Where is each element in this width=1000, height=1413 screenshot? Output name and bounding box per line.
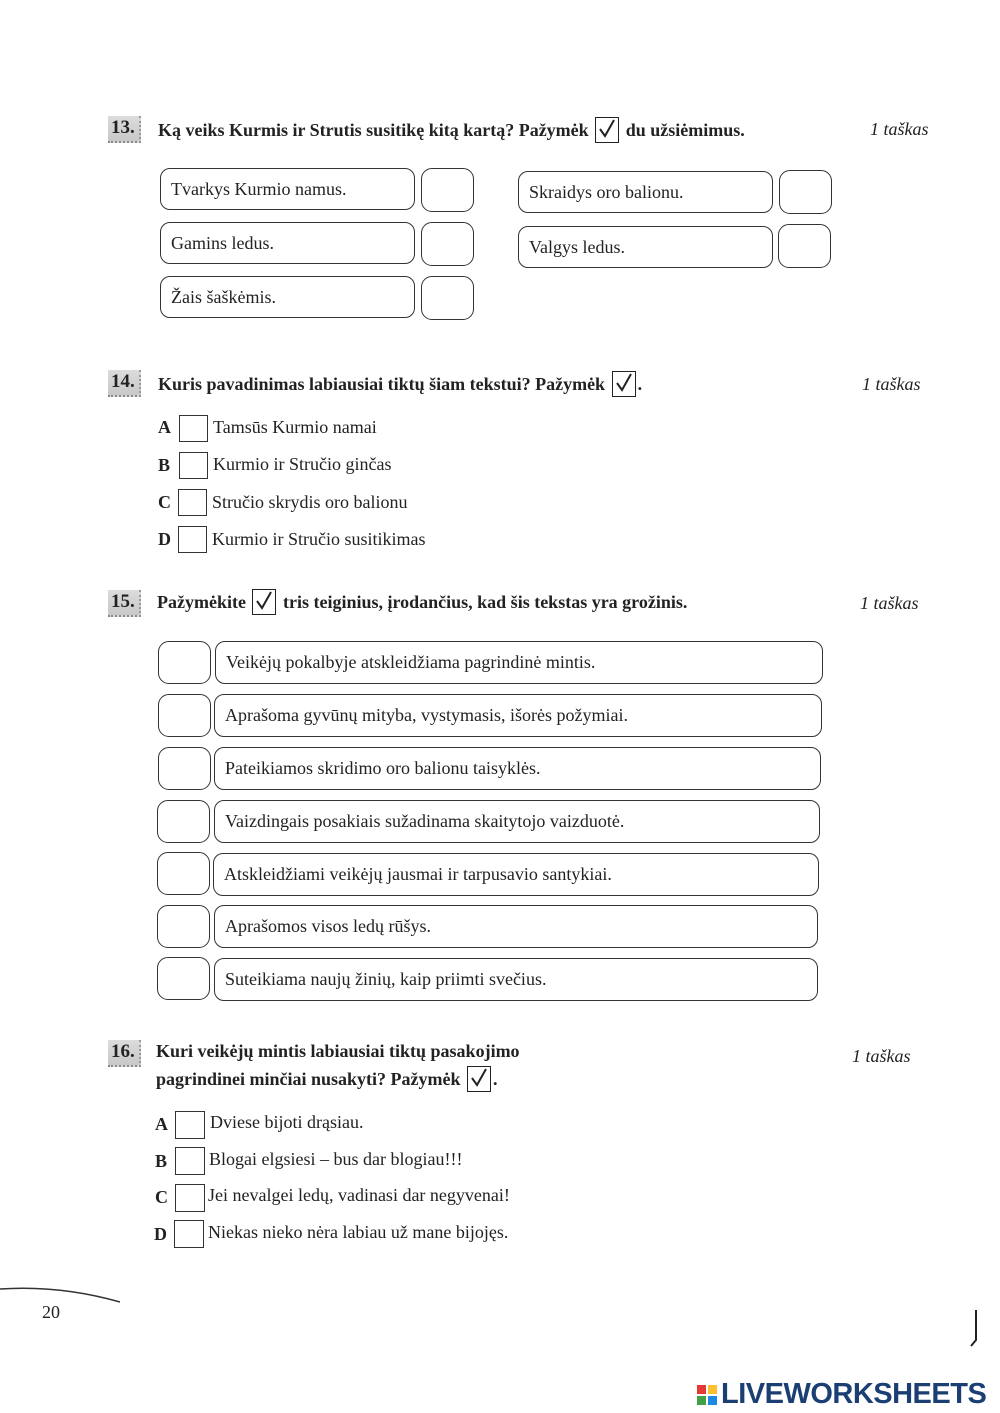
question-13-number: 13.	[108, 116, 141, 143]
q15-option-3-checkbox[interactable]	[158, 747, 211, 790]
question-14-prompt: Kuris pavadinimas labiausiai tiktų šiam tekstui? Pažymėk .	[158, 370, 642, 399]
q14-option-c-checkbox[interactable]	[178, 489, 207, 516]
checkmark-box-icon	[595, 117, 619, 143]
q13-option-1: Tvarkys Kurmio namus.	[160, 168, 415, 210]
q14-option-c-letter: C	[158, 492, 171, 512]
q13-option-4: Valgys ledus.	[518, 226, 773, 268]
q15-option-7-checkbox[interactable]	[157, 957, 210, 1000]
q14-option-d-checkbox[interactable]	[178, 526, 207, 553]
q16-option-c-letter: C	[155, 1187, 168, 1207]
q16-option-a-text: Dviese bijoti drąsiau.	[210, 1112, 364, 1132]
question-16-points: 1 taškas	[852, 1046, 911, 1066]
question-16-prompt: Kuri veikėjų mintis labiausiai tiktų pasakojimo pagrindinei minčiai nusakyti? Pažymėk .	[156, 1037, 520, 1094]
q16-option-b-letter: B	[155, 1151, 168, 1171]
q15-option-1: Veikėjų pokalbyje atskleidžiama pagrindinė mintis.	[215, 641, 823, 684]
q16-option-c-text: Jei nevalgei ledų, vadinasi dar negyvenai!	[208, 1185, 510, 1205]
q14-option-b-text: Kurmio ir Stručio ginčas	[213, 454, 392, 474]
q14-option-a-text: Tamsūs Kurmio namai	[213, 417, 377, 437]
q14-option-a-letter: A	[158, 417, 171, 437]
question-14-points: 1 taškas	[862, 374, 921, 394]
question-15-prompt: Pažymėkite tris teiginius, įrodančius, kad šis tekstas yra grožinis.	[157, 588, 687, 617]
question-15-points: 1 taškas	[860, 593, 919, 613]
q15-option-4: Vaizdingais posakiais sužadinama skaitytojo vaizduotė.	[214, 800, 820, 843]
q16-option-a-letter: A	[155, 1114, 168, 1134]
question-15-number: 15.	[108, 590, 141, 617]
q15-option-6: Aprašomos visos ledų rūšys.	[214, 905, 818, 948]
q16-option-c-checkbox[interactable]	[175, 1184, 205, 1212]
q13-option-5-checkbox[interactable]	[421, 276, 474, 320]
q15-option-6-checkbox[interactable]	[157, 905, 210, 948]
liveworksheets-logo	[697, 1378, 986, 1411]
q15-option-5: Atskleidžiami veikėjų jausmai ir tarpusavio santykiai.	[213, 853, 819, 896]
q13-option-3-checkbox[interactable]	[421, 222, 474, 266]
q13-option-4-checkbox[interactable]	[778, 224, 831, 268]
q15-option-7: Suteikiama naujų žinių, kaip priimti svečius.	[214, 958, 818, 1001]
liveworksheets-brand: LIVEWORKSHEETS	[721, 1378, 987, 1410]
q14-option-c-text: Stručio skrydis oro balionu	[212, 492, 408, 512]
q16-option-b-text: Blogai elgsiesi – bus dar blogiau!!!	[209, 1149, 463, 1169]
q13-option-2-checkbox[interactable]	[779, 170, 832, 214]
q13-option-5: Žais šaškėmis.	[160, 276, 415, 318]
question-13-prompt: Ką veiks Kurmis ir Strutis susitikę kitą kartą? Pažymėk du užsiėmimus.	[158, 116, 745, 145]
liveworksheets-logo-icon	[697, 1385, 717, 1405]
page-edge-mark	[968, 1310, 980, 1350]
q14-option-a-checkbox[interactable]	[179, 415, 208, 442]
q13-option-2: Skraidys oro balionu.	[518, 171, 773, 213]
checkmark-box-icon	[467, 1066, 491, 1092]
page-number: 20	[42, 1302, 60, 1322]
q15-option-1-checkbox[interactable]	[158, 641, 211, 684]
q13-option-1-checkbox[interactable]	[421, 168, 474, 212]
q13-option-3: Gamins ledus.	[160, 222, 415, 264]
q16-option-d-text: Niekas nieko nėra labiau už mane bijojęs.	[208, 1222, 509, 1242]
question-16-number: 16.	[108, 1040, 141, 1067]
question-14-number: 14.	[108, 370, 141, 397]
q14-option-d-letter: D	[158, 529, 171, 549]
checkmark-box-icon	[612, 371, 636, 397]
q16-option-a-checkbox[interactable]	[175, 1111, 205, 1139]
q15-option-2: Aprašoma gyvūnų mityba, vystymasis, išorės požymiai.	[214, 694, 822, 737]
q14-option-d-text: Kurmio ir Stručio susitikimas	[212, 529, 426, 549]
q15-option-2-checkbox[interactable]	[158, 694, 211, 737]
q16-option-b-checkbox[interactable]	[175, 1147, 205, 1175]
page-curve-line	[0, 1280, 130, 1310]
q14-option-b-letter: B	[158, 455, 171, 475]
question-13-points: 1 taškas	[870, 119, 929, 139]
q14-option-b-checkbox[interactable]	[179, 452, 208, 479]
q15-option-4-checkbox[interactable]	[157, 800, 210, 843]
q15-option-3: Pateikiamos skridimo oro balionu taisyklės.	[214, 747, 821, 790]
q15-option-5-checkbox[interactable]	[157, 852, 210, 895]
checkmark-box-icon	[252, 589, 276, 615]
q16-option-d-letter: D	[154, 1224, 167, 1244]
q16-option-d-checkbox[interactable]	[174, 1220, 204, 1248]
